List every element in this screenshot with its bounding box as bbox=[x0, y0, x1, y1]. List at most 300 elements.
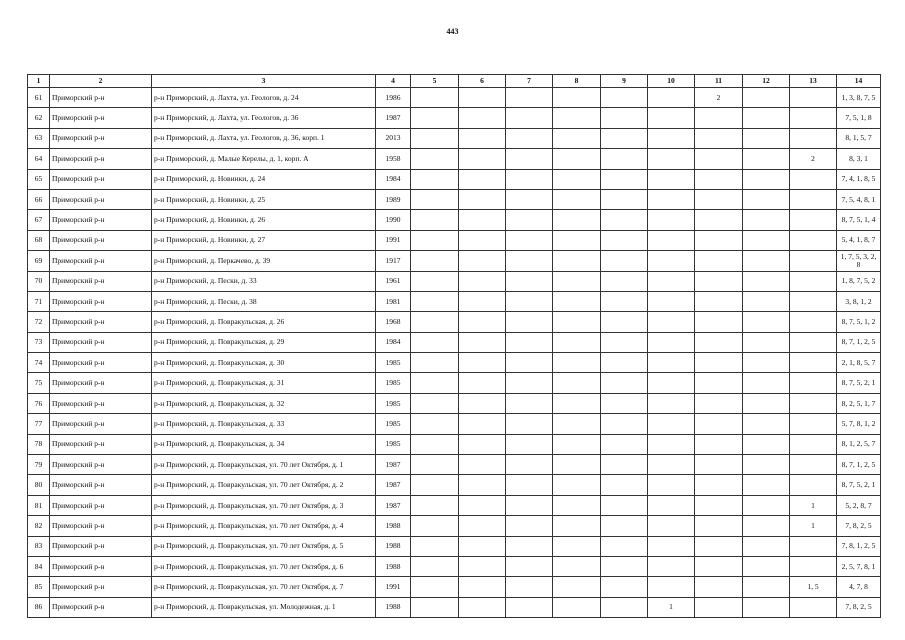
empty-cell bbox=[411, 88, 459, 108]
col14-cell: 8, 7, 5, 2, 1 bbox=[837, 475, 881, 495]
empty-cell bbox=[506, 475, 553, 495]
col11-cell bbox=[695, 495, 743, 515]
district-cell: Приморский р-н bbox=[50, 434, 152, 454]
address-cell: р-н Приморский, д. Повракульская, д. 30 bbox=[152, 353, 376, 373]
year-cell: 1981 bbox=[376, 291, 411, 311]
col14-cell: 8, 7, 5, 1, 4 bbox=[837, 210, 881, 230]
empty-cell bbox=[459, 434, 506, 454]
district-cell: Приморский р-н bbox=[50, 597, 152, 617]
empty-cell bbox=[459, 230, 506, 250]
col11-cell bbox=[695, 312, 743, 332]
empty-cell bbox=[601, 169, 648, 189]
empty-cell bbox=[459, 312, 506, 332]
empty-cell bbox=[553, 332, 601, 352]
column-header-3: 3 bbox=[152, 75, 376, 88]
empty-cell bbox=[459, 536, 506, 556]
empty-cell bbox=[601, 597, 648, 617]
year-cell: 1988 bbox=[376, 597, 411, 617]
address-cell: р-н Приморский, д. Повракульская, ул. Молодежная, д. 1 bbox=[152, 597, 376, 617]
empty-cell bbox=[506, 373, 553, 393]
district-cell: Приморский р-н bbox=[50, 353, 152, 373]
col10-cell bbox=[648, 210, 695, 230]
empty-cell bbox=[743, 597, 790, 617]
address-cell: р-н Приморский, д. Малые Керелы, д. 1, корп. А bbox=[152, 149, 376, 169]
empty-cell bbox=[743, 88, 790, 108]
address-cell: р-н Приморский, д. Новинки, д. 25 bbox=[152, 189, 376, 209]
empty-cell bbox=[459, 353, 506, 373]
row-number-cell: 64 bbox=[28, 149, 50, 169]
district-cell: Приморский р-н bbox=[50, 271, 152, 291]
row-number-cell: 77 bbox=[28, 414, 50, 434]
col11-cell bbox=[695, 414, 743, 434]
table-row bbox=[28, 189, 881, 209]
col14-cell: 5, 4, 1, 8, 7 bbox=[837, 230, 881, 250]
col13-cell bbox=[790, 312, 837, 332]
col11-cell bbox=[695, 556, 743, 576]
address-cell: р-н Приморский, д. Повракульская, д. 32 bbox=[152, 393, 376, 413]
col14-cell: 8, 3, 1 bbox=[837, 149, 881, 169]
year-cell: 1985 bbox=[376, 434, 411, 454]
column-header-10: 10 bbox=[648, 75, 695, 88]
empty-cell bbox=[743, 373, 790, 393]
empty-cell bbox=[743, 353, 790, 373]
empty-cell bbox=[459, 88, 506, 108]
empty-cell bbox=[411, 393, 459, 413]
empty-cell bbox=[553, 393, 601, 413]
col10-cell bbox=[648, 332, 695, 352]
table-row bbox=[28, 169, 881, 189]
table-row bbox=[28, 230, 881, 250]
district-cell: Приморский р-н bbox=[50, 556, 152, 576]
empty-cell bbox=[743, 230, 790, 250]
table-row bbox=[28, 88, 881, 108]
empty-cell bbox=[601, 536, 648, 556]
district-cell: Приморский р-н bbox=[50, 577, 152, 597]
year-cell: 1985 bbox=[376, 373, 411, 393]
col14-cell: 1, 7, 5, 3, 2, 8 bbox=[837, 251, 881, 271]
empty-cell bbox=[601, 189, 648, 209]
empty-cell bbox=[743, 149, 790, 169]
year-cell: 1988 bbox=[376, 556, 411, 576]
col11-cell bbox=[695, 271, 743, 291]
empty-cell bbox=[411, 128, 459, 148]
empty-cell bbox=[601, 108, 648, 128]
empty-cell bbox=[601, 128, 648, 148]
empty-cell bbox=[601, 414, 648, 434]
empty-cell bbox=[553, 495, 601, 515]
col13-cell: 1, 5 bbox=[790, 577, 837, 597]
row-number-cell: 62 bbox=[28, 108, 50, 128]
empty-cell bbox=[601, 332, 648, 352]
address-cell: р-н Приморский, д. Повракульская, ул. 70 лет Октября, д. 1 bbox=[152, 455, 376, 475]
table-row bbox=[28, 475, 881, 495]
col11-cell bbox=[695, 353, 743, 373]
address-cell: р-н Приморский, д. Повракульская, ул. 70 лет Октября, д. 2 bbox=[152, 475, 376, 495]
address-cell: р-н Приморский, д. Повракульская, д. 29 bbox=[152, 332, 376, 352]
row-number-cell: 72 bbox=[28, 312, 50, 332]
row-number-cell: 66 bbox=[28, 189, 50, 209]
empty-cell bbox=[459, 414, 506, 434]
empty-cell bbox=[506, 332, 553, 352]
empty-cell bbox=[411, 475, 459, 495]
empty-cell bbox=[459, 455, 506, 475]
empty-cell bbox=[743, 332, 790, 352]
col11-cell bbox=[695, 251, 743, 271]
col10-cell bbox=[648, 149, 695, 169]
empty-cell bbox=[411, 271, 459, 291]
district-cell: Приморский р-н bbox=[50, 149, 152, 169]
empty-cell bbox=[411, 230, 459, 250]
column-header-8: 8 bbox=[553, 75, 601, 88]
col10-cell bbox=[648, 189, 695, 209]
table-row bbox=[28, 210, 881, 230]
empty-cell bbox=[506, 88, 553, 108]
col11-cell: 2 bbox=[695, 88, 743, 108]
address-cell: р-н Приморский, д. Повракульская, ул. 70 лет Октября, д. 6 bbox=[152, 556, 376, 576]
col10-cell bbox=[648, 251, 695, 271]
empty-cell bbox=[459, 393, 506, 413]
col10-cell bbox=[648, 373, 695, 393]
year-cell: 1961 bbox=[376, 271, 411, 291]
col11-cell bbox=[695, 210, 743, 230]
col10-cell bbox=[648, 312, 695, 332]
address-cell: р-н Приморский, д. Лахта, ул. Геологов, д. 36, корп. 1 bbox=[152, 128, 376, 148]
col14-cell: 8, 1, 2, 5, 7 bbox=[837, 434, 881, 454]
col13-cell bbox=[790, 353, 837, 373]
col13-cell bbox=[790, 475, 837, 495]
col10-cell bbox=[648, 475, 695, 495]
col10-cell bbox=[648, 108, 695, 128]
col10-cell: 1 bbox=[648, 597, 695, 617]
year-cell: 1985 bbox=[376, 414, 411, 434]
col11-cell bbox=[695, 536, 743, 556]
page-number: 443 bbox=[446, 27, 459, 36]
empty-cell bbox=[411, 291, 459, 311]
col14-cell: 5, 7, 8, 1, 2 bbox=[837, 414, 881, 434]
empty-cell bbox=[506, 353, 553, 373]
empty-cell bbox=[411, 556, 459, 576]
row-number-cell: 85 bbox=[28, 577, 50, 597]
row-number-cell: 71 bbox=[28, 291, 50, 311]
col11-cell bbox=[695, 291, 743, 311]
empty-cell bbox=[411, 312, 459, 332]
year-cell: 1987 bbox=[376, 475, 411, 495]
col14-cell: 7, 8, 2, 5 bbox=[837, 597, 881, 617]
empty-cell bbox=[553, 414, 601, 434]
address-cell: р-н Приморский, д. Повракульская, д. 34 bbox=[152, 434, 376, 454]
col11-cell bbox=[695, 189, 743, 209]
empty-cell bbox=[411, 373, 459, 393]
year-cell: 1987 bbox=[376, 108, 411, 128]
col13-cell bbox=[790, 271, 837, 291]
year-cell: 1987 bbox=[376, 495, 411, 515]
district-cell: Приморский р-н bbox=[50, 475, 152, 495]
empty-cell bbox=[553, 536, 601, 556]
col13-cell bbox=[790, 88, 837, 108]
row-number-cell: 73 bbox=[28, 332, 50, 352]
row-number-cell: 82 bbox=[28, 516, 50, 536]
empty-cell bbox=[506, 251, 553, 271]
empty-cell bbox=[601, 210, 648, 230]
col10-cell bbox=[648, 88, 695, 108]
col14-cell: 8, 7, 5, 1, 2 bbox=[837, 312, 881, 332]
empty-cell bbox=[411, 414, 459, 434]
col13-cell: 1 bbox=[790, 516, 837, 536]
col10-cell bbox=[648, 536, 695, 556]
year-cell: 1989 bbox=[376, 189, 411, 209]
empty-cell bbox=[411, 108, 459, 128]
empty-cell bbox=[743, 271, 790, 291]
empty-cell bbox=[553, 271, 601, 291]
empty-cell bbox=[601, 312, 648, 332]
table-row bbox=[28, 414, 881, 434]
empty-cell bbox=[601, 434, 648, 454]
district-cell: Приморский р-н bbox=[50, 516, 152, 536]
empty-cell bbox=[601, 495, 648, 515]
empty-cell bbox=[506, 597, 553, 617]
col11-cell bbox=[695, 169, 743, 189]
empty-cell bbox=[601, 88, 648, 108]
col14-cell: 8, 7, 1, 2, 5 bbox=[837, 455, 881, 475]
empty-cell bbox=[506, 312, 553, 332]
empty-cell bbox=[506, 516, 553, 536]
district-cell: Приморский р-н bbox=[50, 210, 152, 230]
row-number-cell: 69 bbox=[28, 251, 50, 271]
col14-cell: 5, 2, 8, 7 bbox=[837, 495, 881, 515]
empty-cell bbox=[506, 455, 553, 475]
col10-cell bbox=[648, 495, 695, 515]
column-header-12: 12 bbox=[743, 75, 790, 88]
col13-cell bbox=[790, 230, 837, 250]
year-cell: 1968 bbox=[376, 312, 411, 332]
row-number-cell: 81 bbox=[28, 495, 50, 515]
empty-cell bbox=[743, 210, 790, 230]
empty-cell bbox=[743, 128, 790, 148]
address-cell: р-н Приморский, д. Лахта, ул. Геологов, д. 24 bbox=[152, 88, 376, 108]
col14-cell: 8, 7, 5, 2, 1 bbox=[837, 373, 881, 393]
empty-cell bbox=[553, 434, 601, 454]
col14-cell: 7, 8, 1, 2, 5 bbox=[837, 536, 881, 556]
col11-cell bbox=[695, 332, 743, 352]
empty-cell bbox=[743, 536, 790, 556]
empty-cell bbox=[411, 332, 459, 352]
col13-cell bbox=[790, 332, 837, 352]
empty-cell bbox=[553, 210, 601, 230]
empty-cell bbox=[743, 495, 790, 515]
empty-cell bbox=[553, 291, 601, 311]
col14-cell: 4, 7, 8 bbox=[837, 577, 881, 597]
col11-cell bbox=[695, 373, 743, 393]
empty-cell bbox=[411, 189, 459, 209]
address-cell: р-н Приморский, д. Пески, д. 38 bbox=[152, 291, 376, 311]
row-number-cell: 79 bbox=[28, 455, 50, 475]
year-cell: 1985 bbox=[376, 353, 411, 373]
empty-cell bbox=[601, 475, 648, 495]
table-row bbox=[28, 271, 881, 291]
col14-cell: 8, 2, 5, 1, 7 bbox=[837, 393, 881, 413]
empty-cell bbox=[459, 495, 506, 515]
column-header-11: 11 bbox=[695, 75, 743, 88]
empty-cell bbox=[553, 88, 601, 108]
col11-cell bbox=[695, 455, 743, 475]
col13-cell bbox=[790, 556, 837, 576]
col14-cell: 3, 8, 1, 2 bbox=[837, 291, 881, 311]
column-header-9: 9 bbox=[601, 75, 648, 88]
empty-cell bbox=[459, 291, 506, 311]
empty-cell bbox=[743, 291, 790, 311]
empty-cell bbox=[411, 169, 459, 189]
register-table bbox=[27, 74, 881, 618]
column-header-5: 5 bbox=[411, 75, 459, 88]
table-row bbox=[28, 312, 881, 332]
empty-cell bbox=[601, 393, 648, 413]
empty-cell bbox=[459, 108, 506, 128]
col14-cell: 7, 5, 1, 8 bbox=[837, 108, 881, 128]
col14-cell: 8, 1, 5, 7 bbox=[837, 128, 881, 148]
col14-cell: 7, 4, 1, 8, 5 bbox=[837, 169, 881, 189]
col14-cell: 8, 7, 1, 2, 5 bbox=[837, 332, 881, 352]
empty-cell bbox=[411, 495, 459, 515]
empty-cell bbox=[411, 149, 459, 169]
year-cell: 1988 bbox=[376, 536, 411, 556]
col13-cell bbox=[790, 291, 837, 311]
empty-cell bbox=[459, 556, 506, 576]
empty-cell bbox=[506, 128, 553, 148]
empty-cell bbox=[411, 516, 459, 536]
col13-cell bbox=[790, 414, 837, 434]
empty-cell bbox=[411, 455, 459, 475]
empty-cell bbox=[743, 475, 790, 495]
address-cell: р-н Приморский, д. Повракульская, д. 33 bbox=[152, 414, 376, 434]
year-cell: 1985 bbox=[376, 393, 411, 413]
col11-cell bbox=[695, 434, 743, 454]
year-cell: 1990 bbox=[376, 210, 411, 230]
col10-cell bbox=[648, 414, 695, 434]
row-number-cell: 78 bbox=[28, 434, 50, 454]
empty-cell bbox=[553, 556, 601, 576]
empty-cell bbox=[411, 577, 459, 597]
empty-cell bbox=[743, 556, 790, 576]
empty-cell bbox=[601, 251, 648, 271]
col10-cell bbox=[648, 353, 695, 373]
empty-cell bbox=[553, 128, 601, 148]
col13-cell bbox=[790, 434, 837, 454]
district-cell: Приморский р-н bbox=[50, 108, 152, 128]
district-cell: Приморский р-н bbox=[50, 312, 152, 332]
col10-cell bbox=[648, 393, 695, 413]
year-cell: 1958 bbox=[376, 149, 411, 169]
address-cell: р-н Приморский, д. Повракульская, д. 26 bbox=[152, 312, 376, 332]
col13-cell bbox=[790, 455, 837, 475]
col11-cell bbox=[695, 108, 743, 128]
table-row bbox=[28, 149, 881, 169]
empty-cell bbox=[743, 169, 790, 189]
col14-cell: 1, 3, 8, 7, 5 bbox=[837, 88, 881, 108]
district-cell: Приморский р-н bbox=[50, 414, 152, 434]
col10-cell bbox=[648, 577, 695, 597]
row-number-cell: 61 bbox=[28, 88, 50, 108]
table-row bbox=[28, 353, 881, 373]
row-number-cell: 68 bbox=[28, 230, 50, 250]
empty-cell bbox=[459, 475, 506, 495]
district-cell: Приморский р-н bbox=[50, 169, 152, 189]
col13-cell bbox=[790, 393, 837, 413]
row-number-cell: 65 bbox=[28, 169, 50, 189]
col13-cell: 1 bbox=[790, 495, 837, 515]
table-row bbox=[28, 291, 881, 311]
row-number-cell: 63 bbox=[28, 128, 50, 148]
empty-cell bbox=[553, 516, 601, 536]
empty-cell bbox=[506, 230, 553, 250]
col10-cell bbox=[648, 434, 695, 454]
col11-cell bbox=[695, 475, 743, 495]
table-row bbox=[28, 556, 881, 576]
empty-cell bbox=[506, 271, 553, 291]
empty-cell bbox=[411, 210, 459, 230]
col13-cell bbox=[790, 251, 837, 271]
column-header-13: 13 bbox=[790, 75, 837, 88]
empty-cell bbox=[506, 495, 553, 515]
col11-cell bbox=[695, 393, 743, 413]
col11-cell bbox=[695, 230, 743, 250]
year-cell: 1991 bbox=[376, 577, 411, 597]
col10-cell bbox=[648, 556, 695, 576]
empty-cell bbox=[743, 312, 790, 332]
table-row bbox=[28, 597, 881, 617]
district-cell: Приморский р-н bbox=[50, 128, 152, 148]
empty-cell bbox=[553, 455, 601, 475]
empty-cell bbox=[459, 169, 506, 189]
table-row bbox=[28, 536, 881, 556]
address-cell: р-н Приморский, д. Перкачево, д. 39 bbox=[152, 251, 376, 271]
col14-cell: 7, 8, 2, 5 bbox=[837, 516, 881, 536]
col11-cell bbox=[695, 128, 743, 148]
empty-cell bbox=[459, 251, 506, 271]
empty-cell bbox=[459, 149, 506, 169]
empty-cell bbox=[601, 373, 648, 393]
col11-cell bbox=[695, 577, 743, 597]
empty-cell bbox=[601, 353, 648, 373]
empty-cell bbox=[459, 271, 506, 291]
empty-cell bbox=[506, 556, 553, 576]
empty-cell bbox=[743, 189, 790, 209]
col10-cell bbox=[648, 291, 695, 311]
table-row bbox=[28, 516, 881, 536]
district-cell: Приморский р-н bbox=[50, 495, 152, 515]
year-cell: 1991 bbox=[376, 230, 411, 250]
empty-cell bbox=[506, 189, 553, 209]
col10-cell bbox=[648, 230, 695, 250]
col10-cell bbox=[648, 455, 695, 475]
empty-cell bbox=[506, 291, 553, 311]
empty-cell bbox=[553, 312, 601, 332]
col11-cell bbox=[695, 597, 743, 617]
col14-cell: 1, 8, 7, 5, 2 bbox=[837, 271, 881, 291]
row-number-cell: 83 bbox=[28, 536, 50, 556]
year-cell: 1984 bbox=[376, 169, 411, 189]
empty-cell bbox=[506, 414, 553, 434]
district-cell: Приморский р-н bbox=[50, 373, 152, 393]
year-cell: 1986 bbox=[376, 88, 411, 108]
table-row bbox=[28, 393, 881, 413]
empty-cell bbox=[506, 577, 553, 597]
address-cell: р-н Приморский, д. Повракульская, ул. 70 лет Октября, д. 5 bbox=[152, 536, 376, 556]
col14-cell: 2, 5, 7, 8, 1 bbox=[837, 556, 881, 576]
empty-cell bbox=[506, 536, 553, 556]
empty-cell bbox=[553, 189, 601, 209]
table-row bbox=[28, 455, 881, 475]
empty-cell bbox=[411, 353, 459, 373]
